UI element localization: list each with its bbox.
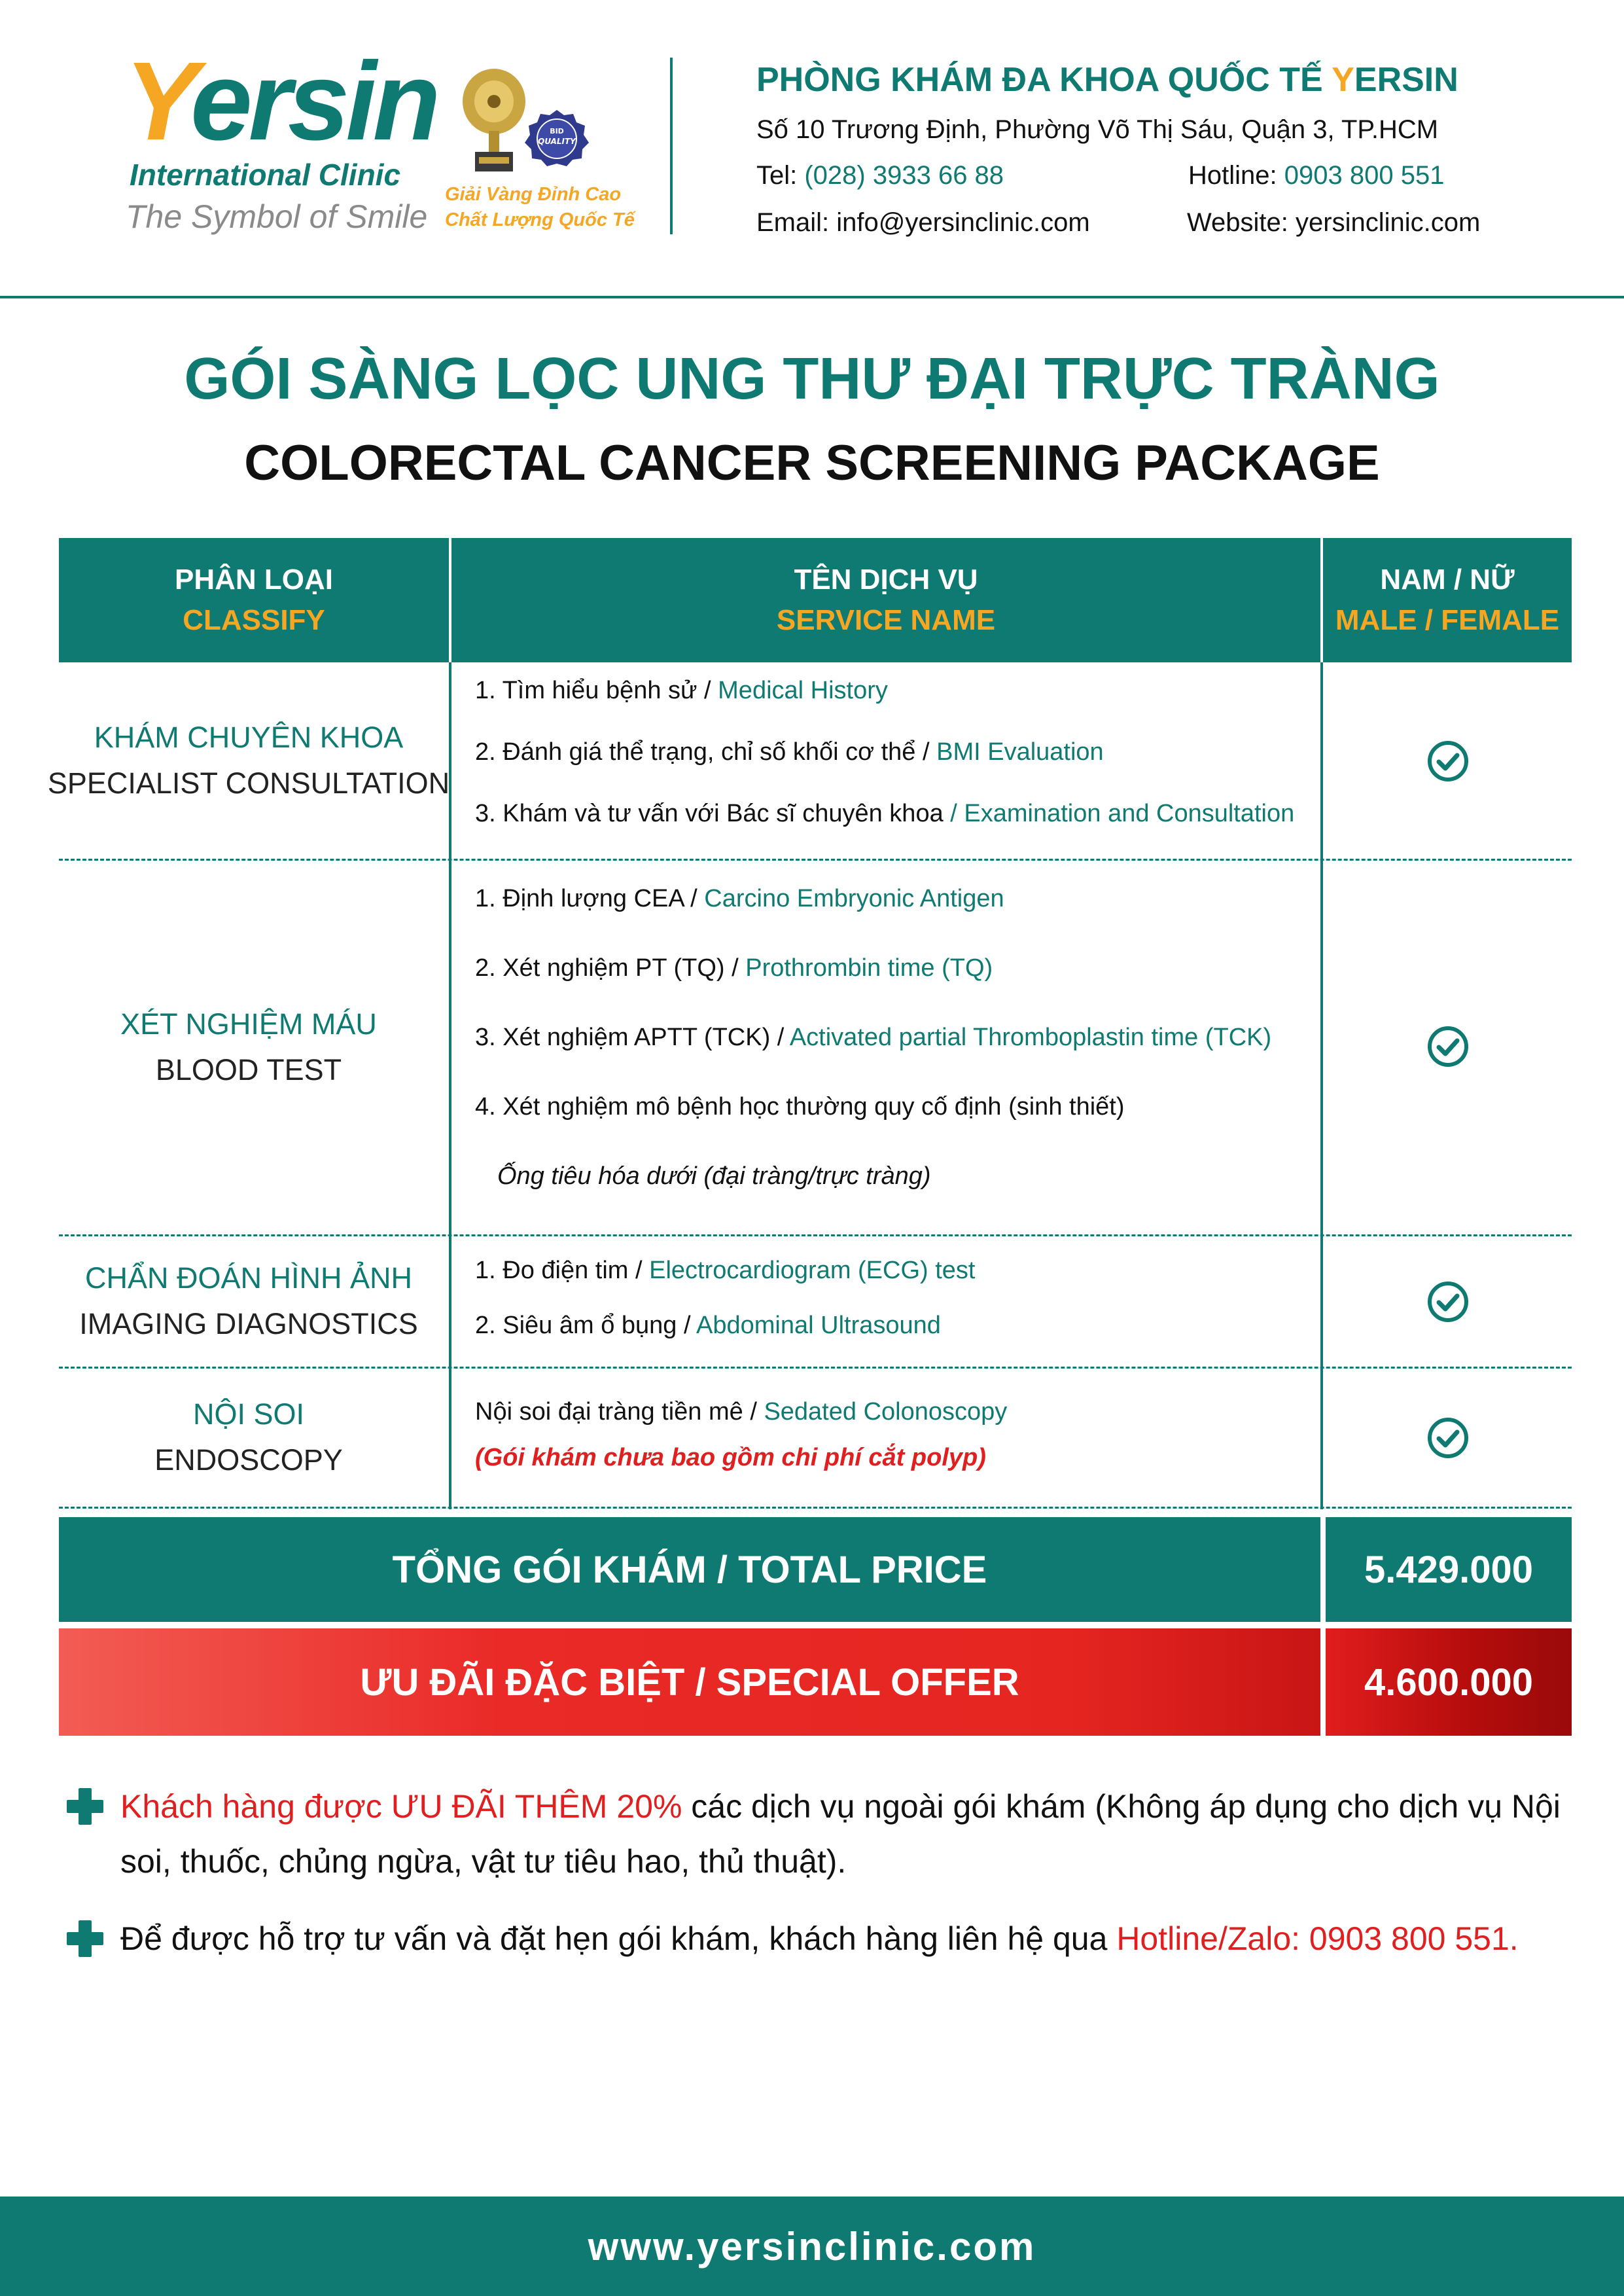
table-header (59, 538, 1572, 662)
service-vi: 3. Khám và tư vấn với Bác sĩ chuyên khoa (475, 800, 951, 827)
clinic-address: Số 10 Trương Định, Phường Võ Thị Sáu, Quận 3, TP.HCM (756, 115, 1439, 144)
header-classify-en: CLASSIFY (183, 604, 325, 636)
hotline-number[interactable]: 0903 800 551 (1284, 161, 1445, 190)
category-vi: NỘI SOI (192, 1397, 305, 1431)
service-vi: 3. Xét nghiệm APTT (TCK) / (475, 1024, 790, 1051)
service-item (475, 800, 1294, 828)
service-en: / Examination and Consultation (950, 800, 1295, 827)
page-title-en: COLORECTAL CANCER SCREENING PACKAGE (244, 435, 1380, 491)
logo-letter-y: Y (124, 39, 191, 164)
category-imaging (39, 1236, 458, 1367)
category-en: ENDOSCOPY (154, 1443, 343, 1477)
trophy-icon (458, 65, 530, 177)
clinic-name-pre: PHÒNG KHÁM ĐA KHOA QUỐC TẾ (756, 61, 1332, 99)
header-gender-vi: NAM / NỮ (1380, 564, 1515, 596)
row-divider (59, 1507, 1572, 1509)
clinic-email (756, 208, 1090, 238)
plus-icon (65, 1787, 105, 1826)
svg-text:BID: BID (550, 127, 564, 135)
website-label: Website: (1187, 208, 1296, 237)
service-item (475, 738, 1104, 766)
footer-website[interactable]: www.yersinclinic.com (0, 2197, 1624, 2296)
note-discount-highlight: Khách hàng được ƯU ĐÃI THÊM 20% (120, 1788, 682, 1825)
award-caption (445, 182, 635, 233)
email-address[interactable]: info@yersinclinic.com (836, 208, 1090, 237)
service-en: Prothrombin time (TQ) (745, 954, 993, 982)
service-note: Ống tiêu hóa dưới (đại tràng/trực tràng) (497, 1162, 931, 1190)
check-circle-icon (1426, 1280, 1470, 1323)
service-vi: 4. Xét nghiệm mô bệnh học thường quy cố định (sinh thiết) (475, 1093, 1125, 1121)
category-endoscopy (39, 1368, 458, 1507)
logo-letters: ersin (190, 39, 437, 164)
service-vi: Nội soi đại tràng tiền mê / (475, 1398, 764, 1426)
category-blood-test (39, 860, 458, 1234)
special-offer-value: 4.600.000 (1326, 1628, 1572, 1736)
clinic-name-y: Y (1332, 61, 1354, 99)
check-circle-icon (1426, 1416, 1470, 1460)
category-en: IMAGING DIAGNOSTICS (79, 1307, 418, 1340)
header-classify (59, 538, 449, 662)
header-classify-vi: PHÂN LOẠI (175, 564, 333, 596)
header-separator (449, 538, 451, 662)
check-circle-icon (1426, 1025, 1470, 1068)
email-label: Email: (756, 208, 837, 237)
header-separator (1320, 538, 1323, 662)
clinic-website (1187, 208, 1480, 238)
service-vi: 2. Đánh giá thể trạng, chỉ số khối cơ thể / (475, 738, 937, 766)
clinic-name (756, 60, 1458, 99)
service-en: Activated partial Thromboplastin time (TCK) (789, 1024, 1272, 1051)
category-vi: KHÁM CHUYÊN KHOA (94, 721, 404, 755)
note-discount-text: các dịch vụ ngoài gói khám (Không áp dụng cho dịch vụ Nội soi, thuốc, chủng ngừa, vật tư tiêu hao, thủ thuật). (120, 1788, 1561, 1880)
category-en: SPECIALIST CONSULTATION (47, 766, 450, 800)
note-contact-hotline[interactable]: Hotline/Zalo: 0903 800 551. (1116, 1920, 1519, 1957)
total-price-value: 5.429.000 (1326, 1517, 1572, 1622)
service-en: Carcino Embryonic Antigen (704, 885, 1004, 912)
header-gender (1323, 538, 1572, 662)
header-service-vi: TÊN DỊCH VỤ (794, 564, 978, 596)
clinic-tel (756, 161, 1004, 190)
note-contact (120, 1911, 1580, 1966)
category-en: BLOOD TEST (155, 1053, 342, 1086)
service-en: BMI Evaluation (936, 738, 1104, 766)
category-specialist (39, 662, 458, 859)
service-en: Abdominal Ultrasound (696, 1312, 941, 1339)
header-service-en: SERVICE NAME (776, 604, 996, 636)
service-item (475, 1024, 1271, 1052)
clinic-hotline (1188, 161, 1444, 190)
service-vi: 1. Định lượng CEA / (475, 885, 705, 912)
plus-icon (65, 1919, 105, 1958)
svg-text:QUALITY: QUALITY (538, 137, 576, 146)
service-en: Sedated Colonoscopy (764, 1398, 1008, 1426)
service-vi: 2. Siêu âm ổ bụng / (475, 1312, 697, 1339)
header-divider (670, 58, 673, 234)
header-service (451, 538, 1320, 662)
service-vi: 1. Tìm hiểu bệnh sử / (475, 677, 718, 704)
logo-wordmark (124, 39, 437, 164)
column-separator (1320, 662, 1323, 1509)
note-discount (120, 1779, 1580, 1889)
service-item (475, 1398, 1007, 1426)
hotline-label: Hotline: (1188, 161, 1284, 190)
logo-subtitle: International Clinic (130, 158, 401, 192)
page-title-vi: GÓI SÀNG LỌC UNG THƯ ĐẠI TRỰC TRÀNG (184, 346, 1440, 412)
service-item (475, 954, 993, 982)
category-vi: CHẨN ĐOÁN HÌNH ẢNH (84, 1261, 413, 1295)
header-rule (0, 296, 1624, 298)
total-price-label: TỔNG GÓI KHÁM / TOTAL PRICE (59, 1517, 1320, 1622)
header-gender-en: MALE / FEMALE (1335, 604, 1560, 636)
clinic-name-post: ERSIN (1354, 61, 1458, 99)
service-warning: (Gói khám chưa bao gồm chi phí cắt polyp) (475, 1444, 986, 1471)
award-line-1: Giải Vàng Đỉnh Cao (445, 184, 622, 205)
quality-badge-icon (521, 109, 593, 168)
service-en: Electrocardiogram (ECG) test (649, 1257, 976, 1284)
service-vi: 2. Xét nghiệm PT (TQ) / (475, 954, 746, 982)
service-en: Medical History (718, 677, 888, 704)
service-item (475, 1093, 1125, 1121)
check-circle-icon (1426, 740, 1470, 783)
logo-tagline: The Symbol of Smile (126, 198, 428, 235)
website-link[interactable]: yersinclinic.com (1296, 208, 1481, 237)
service-vi: 1. Đo điện tim / (475, 1257, 650, 1284)
service-item (475, 885, 1004, 913)
tel-number[interactable]: (028) 3933 66 88 (804, 161, 1004, 190)
service-item (475, 1312, 941, 1340)
service-item (475, 1257, 976, 1285)
note-contact-text: Để được hỗ trợ tư vấn và đặt hẹn gói khám, khách hàng liên hệ qua (120, 1920, 1117, 1957)
category-vi: XÉT NGHIỆM MÁU (120, 1007, 377, 1041)
service-item (475, 677, 888, 705)
award-line-2: Chất Lượng Quốc Tế (445, 209, 635, 231)
special-offer-label: ƯU ĐÃI ĐẶC BIỆT / SPECIAL OFFER (59, 1628, 1320, 1736)
tel-label: Tel: (756, 161, 805, 190)
